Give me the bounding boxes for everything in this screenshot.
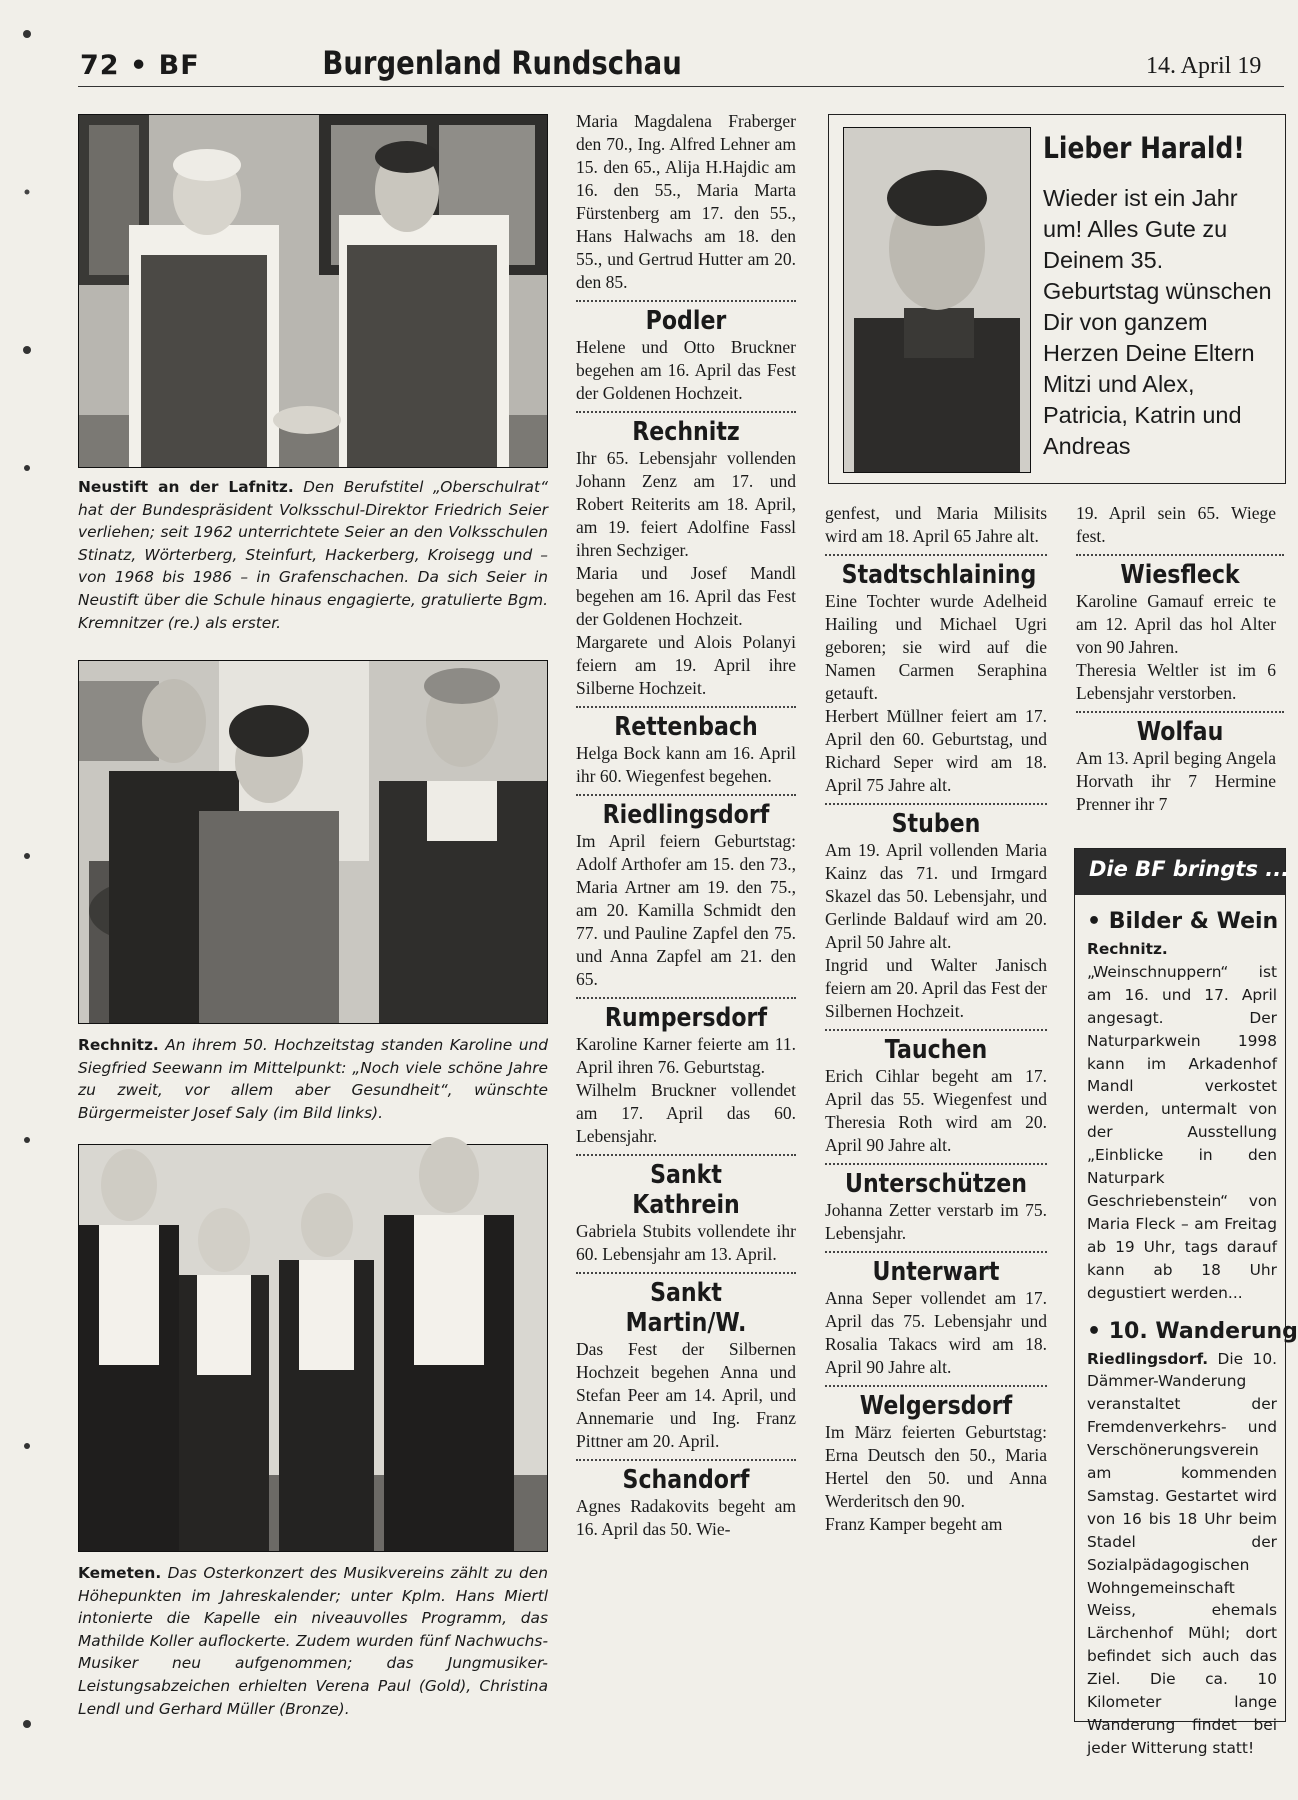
greeting-title: Lieber Harald! xyxy=(1043,131,1245,165)
col4-intro: 19. April sein 65. Wiege fest. xyxy=(1076,503,1276,546)
caption-text: Das Osterkonzert des Musikvereins zählt zu den Höhepunkten im Jahreskalender; unter Kplm. Hans Miertl intonierte die Kapelle ein niveauvolles Programm, das Mathilde Koller auflockerte. Zudem wurden fünf Nachwuchs-Musiker neu aufgenommen; das Jungmusiker-Leistungsabzeichen erhielten Verena Paul (Gold), Christina Lendl und Gerhard Müller (Bronze). xyxy=(78,1564,548,1718)
bf-item-place: Rechnitz. xyxy=(1087,940,1168,958)
place-heading: Rechnitz xyxy=(632,417,740,447)
greeting-text: Wieder ist ein Jahr um! Alles Gute zu Deinem 35. Geburtstag wünschen Dir von ganzem Herzen Deine Eltern Mitzi und Alex, Patricia, Katrin und Andreas xyxy=(1043,185,1272,459)
bf-bringts-box xyxy=(1074,848,1298,1757)
place-heading: Wiesfleck xyxy=(1120,560,1240,590)
col2-intro: Maria Magdalena Fraberger den 70., Ing. Alfred Lehner am 15. den 65., Alija H.Hajdic am 16. den 55., Maria Marta Fürstenberg am 17. den 55., Hans Halwachs am 18. den 55., und Gertrud Hutter am 20. den 85. xyxy=(576,111,796,292)
announcement-text: Erich Cihlar begeht am 17. April das 55. Wiegenfest und Theresia Roth wird am 20. April 90 Jahre alt. xyxy=(825,1066,1047,1155)
announcement-text: Ihr 65. Lebensjahr vollenden Johann Zenz am 17. und Robert Reiterits am 18. April, am 19. feiert Adolfine Fassl ihren Sechziger. xyxy=(576,448,796,560)
caption-place: Neustift an der Lafnitz. xyxy=(78,478,294,496)
announcement-text: Ingrid und Walter Janisch feiern am 20. April das Fest der Silbernen Hochzeit. xyxy=(825,955,1047,1021)
place-heading: Welgersdorf xyxy=(859,1391,1013,1421)
binding-mark xyxy=(20,1716,34,1730)
bf-item-title: • 10. Wanderung xyxy=(1087,1318,1298,1344)
dotted-divider xyxy=(576,997,796,999)
announcement-text: Franz Kamper begeht am xyxy=(825,1514,1003,1534)
announcement-text: Wilhelm Bruckner vollendet am 17. April das 60. Lebensjahr. xyxy=(576,1080,796,1146)
dotted-divider xyxy=(1076,554,1284,556)
photo-anniversary xyxy=(78,660,548,1024)
place-heading: Stadtschlaining xyxy=(841,560,1037,590)
announcement-text: Am 19. April vollenden Maria Kainz das 71. und Irmgard Skazel das 50. Lebensjahr, und Gerlinde Baldauf wird am 20. April 50 Jahre alt. xyxy=(825,840,1047,952)
col3-sections xyxy=(825,554,1047,1536)
place-heading: Sankt Kathrein xyxy=(632,1160,740,1220)
issue-date: 14. April 19 xyxy=(1146,53,1262,79)
announcement-text: Maria und Josef Mandl begehen am 16. April das Fest der Goldenen Hochzeit. xyxy=(576,563,796,629)
col4-sections xyxy=(1076,554,1284,816)
dotted-divider xyxy=(1076,711,1284,713)
place-heading: Unterwart xyxy=(872,1257,1000,1287)
portrait-photo xyxy=(843,127,1031,473)
binding-mark xyxy=(20,1438,34,1452)
place-heading: Rumpersdorf xyxy=(604,1003,768,1033)
dotted-divider xyxy=(576,1154,796,1156)
caption-place: Kemeten. xyxy=(78,1564,162,1582)
header-rule xyxy=(78,86,1284,87)
dotted-divider xyxy=(576,1272,796,1274)
binding-mark xyxy=(20,184,34,198)
announcement-text: Eine Tochter wurde Adelheid Hailing und Michael Ugri geboren; sie wird auf die Namen Carmen Seraphina getauft. xyxy=(825,591,1047,703)
newspaper-title: Burgenland Rundschau xyxy=(322,44,682,82)
announcement-text: Agnes Radakovits begeht am 16. April das 50. Wie- xyxy=(576,1496,796,1539)
announcement-text: Im März feierten Geburtstag: Erna Deutsch den 50., Maria Hertel den 50. und Anna Werderitsch den 90. xyxy=(825,1422,1047,1511)
bf-item-place: Riedlingsdorf. xyxy=(1087,1349,1209,1368)
column-3 xyxy=(825,502,1047,1536)
bf-item-title: • Bilder & Wein xyxy=(1087,909,1279,934)
dotted-divider xyxy=(825,1251,1047,1253)
announcement-text: Am 13. April beging Angela Horvath ihr 7 Hermine Prenner ihr 7 xyxy=(1076,748,1276,814)
bf-item-text xyxy=(1087,1348,1277,1760)
dotted-divider xyxy=(825,1029,1047,1031)
place-heading: Sankt Martin/W. xyxy=(625,1278,747,1338)
binding-mark xyxy=(20,1132,34,1146)
caption-text: Den Berufstitel „Oberschulrat“ hat der Bundespräsident Volksschul-Direktor Friedrich Seier verliehen; seit 1962 unterrichtete Seier an den Volksschulen Stinatz, Wörterberg, Steinfurt, Hackerberg, Kroisegg und – von 1968 bis 1986 – in Grafenschachen. Da sich Seier in Neustift über die Schule hinaus engagierte, gratulierte Bgm. Kremnitzer (re.) als erster. xyxy=(78,478,548,632)
dotted-divider xyxy=(825,554,1047,556)
photo-caption-3 xyxy=(78,1562,548,1720)
col2-sections xyxy=(576,300,796,1541)
announcement-text: Das Fest der Silbernen Hochzeit begehen Anna und Stefan Peer am 14. April, und Annemarie und Ing. Franz Pittner am 20. April. xyxy=(576,1339,796,1451)
binding-mark xyxy=(20,342,34,356)
column-2 xyxy=(576,110,796,1541)
announcement-text: Anna Seper vollendet am 17. April das 75. Lebensjahr und Rosalia Takacs wird am 18. April 90 Jahre alt. xyxy=(825,1288,1047,1377)
dotted-divider xyxy=(576,706,796,708)
photo-caption-2 xyxy=(78,1034,548,1124)
col3-intro: genfest, und Maria Milisits wird am 18. April 65 Jahre alt. xyxy=(825,503,1047,546)
dotted-divider xyxy=(576,411,796,413)
dotted-divider xyxy=(825,1385,1047,1387)
announcement-text: Margarete und Alois Polanyi feiern am 19. April ihre Silberne Hochzeit. xyxy=(576,632,796,698)
announcement-text: Helga Bock kann am 16. April ihr 60. Wiegenfest begehen. xyxy=(576,743,796,786)
photo-musicians xyxy=(78,1144,548,1552)
greeting-box xyxy=(828,114,1286,484)
caption-text: An ihrem 50. Hochzeitstag standen Karoline und Siegfried Seewann im Mittelpunkt: „Noch viele schöne Jahre zu zweit, vor allem aber Gesundheit“, wünschte Bürgermeister Josef Saly (im Bild links). xyxy=(78,1036,548,1122)
photo-caption-1 xyxy=(78,476,548,634)
dotted-divider xyxy=(825,803,1047,805)
place-heading: Unterschützen xyxy=(844,1169,1028,1199)
dotted-divider xyxy=(576,1459,796,1461)
photo-handshake xyxy=(78,114,548,468)
binding-mark xyxy=(20,26,34,40)
announcement-text: Im April feiern Geburtstag: Adolf Arthofer am 15. den 73., Maria Artner am 19. den 75., am 20. Kamilla Schmidt den 77. und Pauline Zapfel den 75. und Anna Zapfel am 21. den 65. xyxy=(576,831,796,989)
place-heading: Riedlingsdorf xyxy=(602,800,770,830)
announcement-text: Theresia Weltler ist im 6 Lebensjahr verstorben. xyxy=(1076,660,1276,703)
dotted-divider xyxy=(576,794,796,796)
dotted-divider xyxy=(825,1163,1047,1165)
binding-mark xyxy=(20,460,34,474)
announcement-text: Gabriela Stubits vollendete ihr 60. Lebensjahr am 13. April. xyxy=(576,1221,796,1264)
announcement-text: Herbert Müllner feiert am 17. April den 60. Geburtstag, und Richard Seper wird am 18. April 75 Jahre alt. xyxy=(825,706,1047,795)
place-heading: Tauchen xyxy=(884,1035,988,1065)
binding-mark xyxy=(20,848,34,862)
place-heading: Rettenbach xyxy=(614,712,758,742)
dotted-divider xyxy=(576,300,796,302)
bf-box-header: Die BF bringts ... xyxy=(1075,849,1285,895)
announcement-text: Helene und Otto Bruckner begehen am 16. April das Fest der Goldenen Hochzeit. xyxy=(576,337,796,403)
column-4 xyxy=(1076,502,1284,816)
bf-item-body: Die 10. Dämmer-Wanderung veranstaltet der Fremdenverkehrs- und Verschönerungsverein am kommenden Samstag. Gestartet wird von 16 bis 18 Uhr beim Stadel der Sozialpädagogischen Wohngemeinschaft Weiss, ehemals Lärchenhof Mühl; dort befindet sich auch das Ziel. Die ca. 10 Kilometer lange Wanderung findet bei jeder Witterung statt! xyxy=(1087,1349,1277,1757)
place-heading: Podler xyxy=(645,306,727,336)
place-heading: Schandorf xyxy=(622,1465,750,1495)
page-number: 72 • BF xyxy=(80,50,200,81)
announcement-text: Karoline Gamauf erreic te am 12. April das hol Alter von 90 Jahren. xyxy=(1076,591,1276,657)
bf-item-text xyxy=(1087,938,1277,1305)
place-heading: Wolfau xyxy=(1136,717,1224,747)
place-heading: Stuben xyxy=(891,809,981,839)
caption-place: Rechnitz. xyxy=(78,1036,159,1054)
announcement-text: Johanna Zetter verstarb im 75. Lebensjahr. xyxy=(825,1200,1047,1243)
announcement-text: Karoline Karner feierte am 11. April ihren 76. Geburtstag. xyxy=(576,1034,796,1077)
bf-item-body: „Weinschnuppern“ ist am 16. und 17. April angesagt. Der Naturparkwein 1998 kann im Arkadenhof Mandl verkostet werden, untermalt von der Ausstellung „Einblicke in den Naturpark Geschriebenstein“ von Maria Fleck – am Freitag ab 19 Uhr, tags darauf kann ab 18 Uhr degustiert werden... xyxy=(1087,962,1277,1302)
